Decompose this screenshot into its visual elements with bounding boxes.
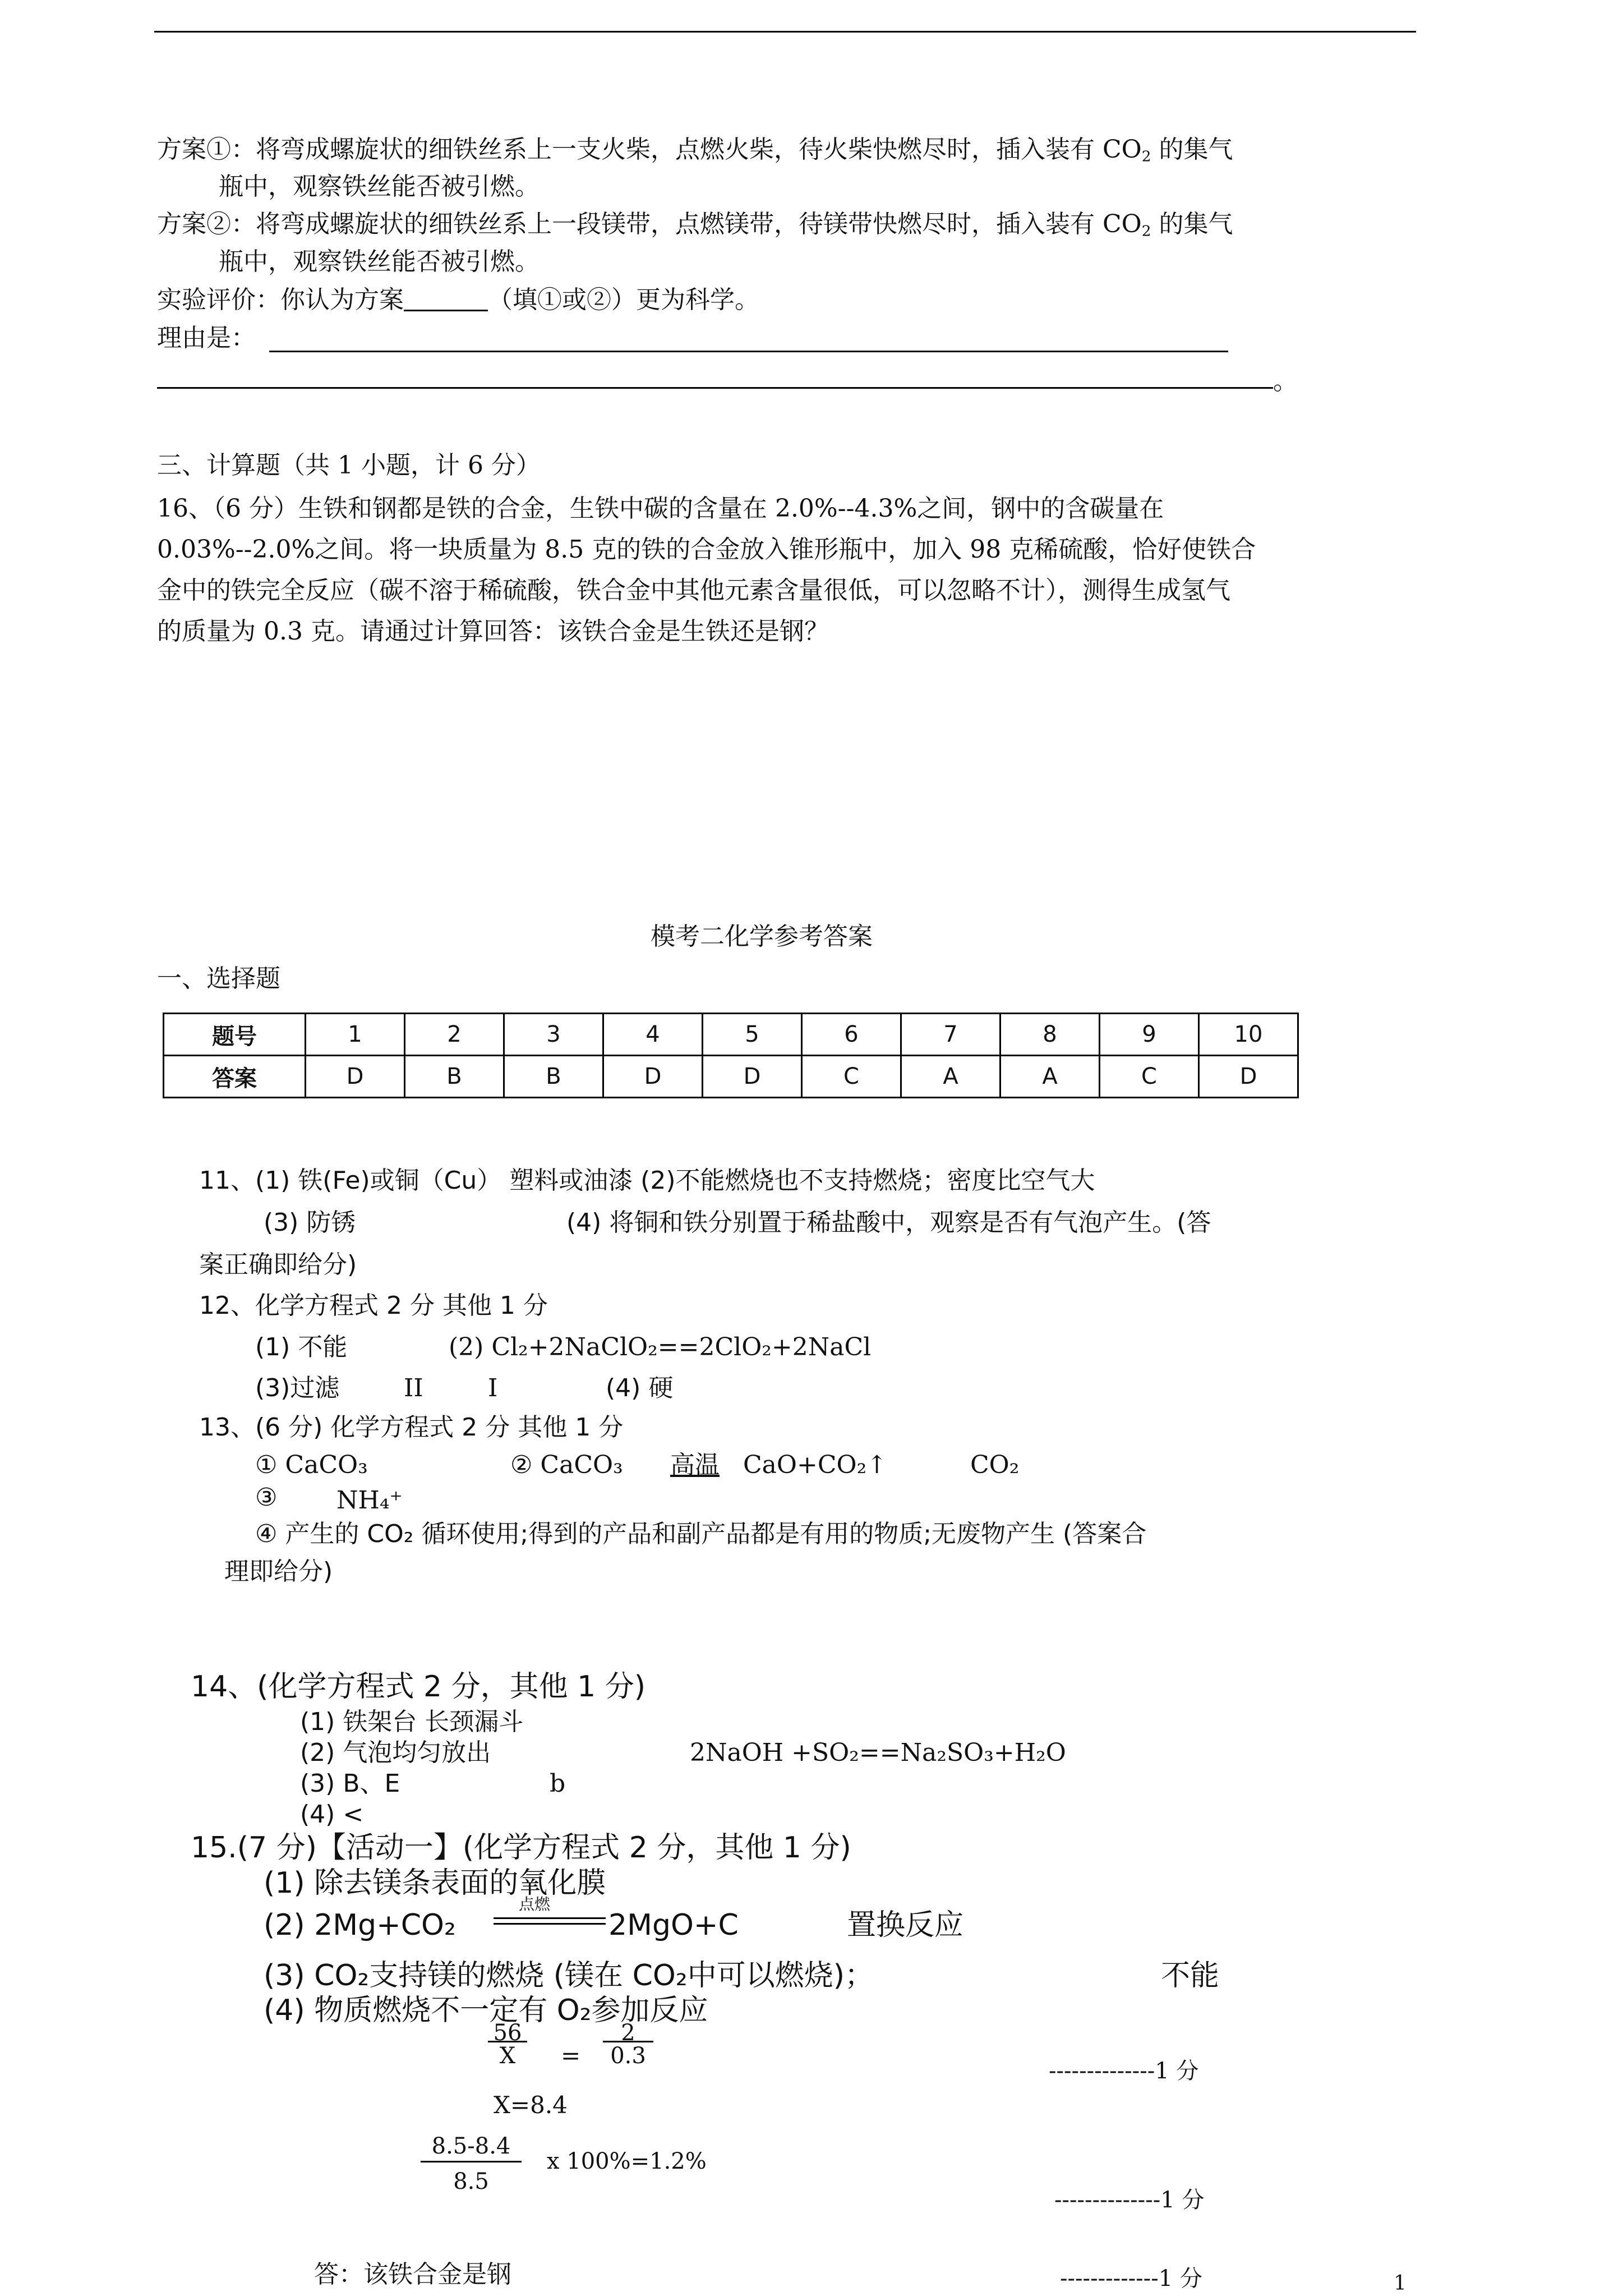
- answer-12-line-2a: (1) 不能: [255, 1333, 348, 1361]
- answer-15-line-5: (4) 物质燃烧不一定有 O₂参加反应: [264, 1994, 708, 2027]
- table-cell: 3: [504, 1014, 603, 1056]
- answer-12-line-3a: (3)过滤: [255, 1374, 340, 1402]
- final-answer: 答：该铁合金是钢: [314, 2260, 511, 2289]
- table-cell: A: [901, 1056, 1000, 1098]
- answer-14-line-4b: b: [550, 1769, 566, 1798]
- answer-13-line-5: 理即给分): [224, 1557, 333, 1586]
- reason-blank-line-1: [269, 351, 1228, 352]
- answer-14-line-4a: (3) B、E: [300, 1769, 400, 1798]
- answer-13-line-3b: NH₄⁺: [336, 1486, 403, 1515]
- table-cell: 6: [802, 1014, 901, 1056]
- choice-answer-table: [163, 1013, 1299, 1098]
- answer-13-line-2e: CO₂: [970, 1451, 1020, 1479]
- answer-15-line-1: 15.(7 分)【活动一】(化学方程式 2 分，其他 1 分): [191, 1831, 851, 1865]
- table-cell: C: [802, 1056, 901, 1098]
- table-header-answer: 答案: [164, 1056, 306, 1098]
- plan-1-line-1: [157, 133, 1233, 167]
- answer-15-line-2: (1) 除去镁条表面的氧化膜: [264, 1866, 606, 1900]
- score-mark-3: -------------1 分: [1060, 2266, 1202, 2292]
- answer-15-line-4b: 不能: [1161, 1959, 1220, 1993]
- fraction-numerator: 2: [621, 2020, 635, 2041]
- question-16-line-3: 金中的铁完全反应（碳不溶于稀硫酸，铁合金中其他元素含量很低，可以忽略不计），测得生成氢气: [157, 576, 1230, 605]
- fraction-numerator: 56: [493, 2020, 522, 2041]
- table-cell: 4: [603, 1014, 703, 1056]
- table-cell: D: [703, 1056, 802, 1098]
- answer-11-line-1: 11、(1) 铁(Fe)或铜（Cu） 塑料或油漆 (2)不能燃烧也不支持燃烧；密度比空气大: [199, 1166, 1095, 1195]
- answer-13-line-2b: ② CaCO₃: [510, 1451, 623, 1479]
- answer-15-line-3a: (2) 2Mg+CO₂: [264, 1908, 456, 1942]
- co2-subscript: 2: [1141, 148, 1151, 165]
- table-cell: 8: [1000, 1014, 1100, 1056]
- question-16-line-1: 16、（6 分）生铁和钢都是铁的合金，生铁中碳的含量在 2.0%--4.3%之间，钢中的含碳量在: [157, 494, 1164, 523]
- score-mark-1: --------------1 分: [1049, 2058, 1199, 2084]
- answer-11-line-3: 案正确即给分): [199, 1250, 357, 1279]
- equals-sign: =: [561, 2042, 581, 2069]
- table-row: [164, 1056, 1298, 1098]
- answer-14-equation: 2NaOH +SO₂==Na₂SO₃+H₂O: [690, 1738, 1066, 1767]
- fraction-denominator: X: [488, 2041, 527, 2069]
- answer-12-line-1: 12、化学方程式 2 分 其他 1 分: [199, 1291, 548, 1320]
- table-cell: B: [504, 1056, 603, 1098]
- answer-15-line-3c: 置换反应: [847, 1908, 964, 1942]
- table-cell: B: [405, 1056, 504, 1098]
- answer-12-equation: (2) Cl₂+2NaClO₂==2ClO₂+2NaCl: [449, 1333, 872, 1361]
- table-cell: 5: [703, 1014, 802, 1056]
- answer-13-line-2a: ① CaCO₃: [255, 1451, 368, 1479]
- answer-12-line-3c: I: [488, 1374, 498, 1402]
- co2-subscript: 2: [1141, 222, 1151, 240]
- equation-double-line-top: [494, 1917, 606, 1919]
- answer-12-line-3b: II: [404, 1374, 423, 1402]
- table-cell: D: [1199, 1056, 1298, 1098]
- table-cell: 10: [1199, 1014, 1298, 1056]
- reason-end-mark: 。: [1273, 367, 1298, 395]
- answer-14-line-1: 14、(化学方程式 2 分，其他 1 分): [191, 1670, 646, 1704]
- score-mark-2: --------------1 分: [1054, 2187, 1205, 2213]
- answer-key-title: 模考二化学参考答案: [651, 922, 873, 951]
- reason-label: 理由是：: [157, 324, 256, 352]
- plan-1-line-2: 瓶中，观察铁丝能否被引燃。: [219, 172, 540, 201]
- answer-15-line-4a: (3) CO₂支持镁的燃烧 (镁在 CO₂中可以燃烧)；: [264, 1959, 874, 1993]
- percent-fraction: [421, 2132, 522, 2196]
- table-cell: D: [306, 1056, 405, 1098]
- table-cell: A: [1000, 1056, 1100, 1098]
- table-row: [164, 1014, 1298, 1056]
- fraction-numerator: 8.5-8.4: [431, 2133, 511, 2159]
- table-cell: D: [603, 1056, 703, 1098]
- plan-2-tail: 的集气: [1151, 210, 1233, 238]
- page-number: 1: [1394, 2272, 1407, 2295]
- percent-result: x 100%=1.2%: [547, 2148, 707, 2174]
- table-cell: 1: [306, 1014, 405, 1056]
- fraction-denominator: 8.5: [421, 2161, 522, 2196]
- evaluation-suffix: （填①或②）更为科学。: [488, 286, 759, 314]
- answer-13-line-3a: ③: [255, 1483, 278, 1512]
- question-16-line-2: 0.03%--2.0%之间。将一块质量为 8.5 克的铁的合金放入锥形瓶中，加入 98 克稀硫酸，恰好使铁合: [157, 535, 1256, 564]
- ratio-fraction-right: [603, 2019, 653, 2069]
- answer-14-line-5: (4) <: [300, 1800, 364, 1829]
- table-cell: 7: [901, 1014, 1000, 1056]
- evaluation-line: [157, 283, 759, 317]
- answer-13-line-2d: CaO+CO₂↑: [743, 1451, 888, 1479]
- fraction-denominator: 0.3: [603, 2041, 653, 2069]
- header-rule: [154, 31, 1416, 33]
- answer-12-line-3d: (4) 硬: [606, 1374, 674, 1402]
- section-3-title: 三、计算题（共 1 小题，计 6 分）: [157, 451, 541, 480]
- calc-x-value: X=8.4: [494, 2091, 568, 2119]
- plan-2-line-1: [157, 208, 1233, 241]
- ratio-fraction-left: [488, 2019, 527, 2069]
- answer-13-line-4: ④ 产生的 CO₂ 循环使用;得到的产品和副产品都是有用的物质;无废物产生 (答案合: [255, 1520, 1147, 1548]
- answer-13-condition: 高温: [670, 1451, 720, 1479]
- plan-2-text: 方案②：将弯成螺旋状的细铁丝系上一段镁带，点燃镁带，待镁带快燃尽时，插入装有 CO: [157, 210, 1142, 238]
- answer-11-line-2a: (3) 防锈: [264, 1208, 356, 1237]
- answer-14-line-2: (1) 铁架台 长颈漏斗: [300, 1708, 524, 1736]
- answer-blank: [404, 285, 488, 311]
- table-cell: C: [1100, 1056, 1199, 1098]
- table-cell: 9: [1100, 1014, 1199, 1056]
- equation-double-line-bottom: [494, 1923, 606, 1925]
- plan-1-text: 方案①：将弯成螺旋状的细铁丝系上一支火柴，点燃火柴，待火柴快燃尽时，插入装有 CO: [157, 135, 1142, 164]
- ignite-condition: 点燃: [519, 1895, 551, 1913]
- answer-13-line-1: 13、(6 分) 化学方程式 2 分 其他 1 分: [199, 1413, 624, 1442]
- reason-blank-line-2: [157, 387, 1273, 389]
- choice-section-title: 一、选择题: [157, 964, 280, 993]
- plan-2-line-2: 瓶中，观察铁丝能否被引燃。: [219, 247, 540, 276]
- answer-14-line-3a: (2) 气泡均匀放出: [300, 1738, 491, 1767]
- plan-1-tail: 的集气: [1151, 135, 1233, 164]
- evaluation-prefix: 实验评价：你认为方案: [157, 286, 404, 314]
- table-header-number: 题号: [164, 1014, 306, 1056]
- answer-11-line-2b: (4) 将铜和铁分别置于稀盐酸中，观察是否有气泡产生。(答: [566, 1208, 1211, 1237]
- table-cell: 2: [405, 1014, 504, 1056]
- question-16-line-4: 的质量为 0.3 克。请通过计算回答：该铁合金是生铁还是钢？: [157, 617, 829, 646]
- answer-15-line-3b: 2MgO+C: [608, 1908, 739, 1942]
